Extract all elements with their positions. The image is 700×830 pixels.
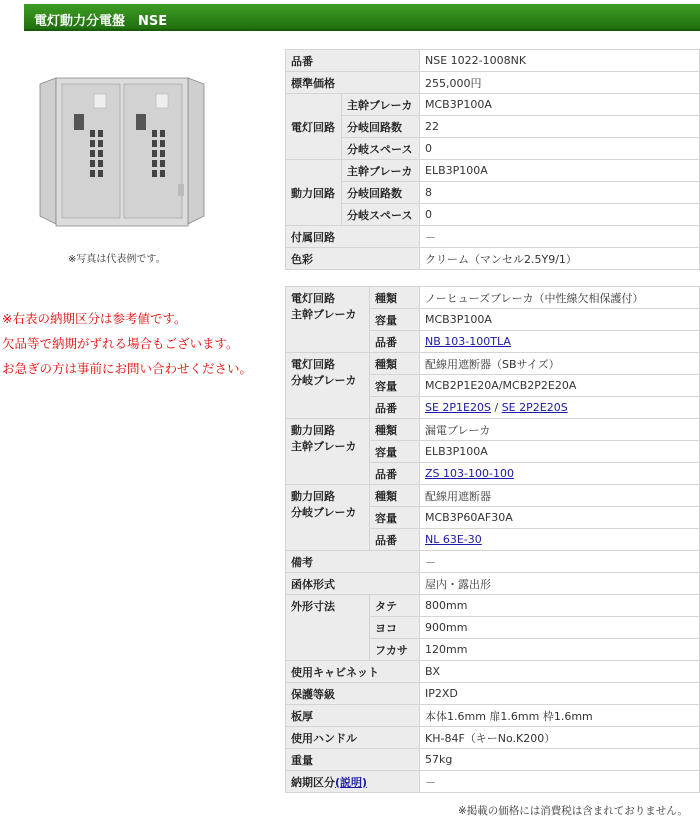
table-row [286, 485, 700, 507]
power-branch: 8 [420, 182, 700, 204]
g2-partno-b-link[interactable]: SE 2P2E20S [501, 401, 568, 414]
tate-label: タテ [370, 595, 420, 617]
product-no-label: 品番 [286, 50, 420, 72]
group-label [286, 419, 370, 485]
delivery-label-cell [286, 771, 420, 793]
group-label-line: 分岐ブレーカ [291, 374, 357, 387]
power-space: 0 [420, 204, 700, 226]
capacity-label: 容量 [370, 309, 420, 331]
table-row [286, 705, 700, 727]
table-row [286, 248, 700, 270]
table-row [286, 749, 700, 771]
product-no: NSE 1022-1008NK [420, 50, 700, 72]
g4-type: 配線用遮断器 [420, 485, 700, 507]
branch-space-label: 分岐スペース [342, 204, 420, 226]
group-label-line: 主幹ブレーカ [291, 308, 357, 321]
g3-capacity: ELB3P100A [420, 441, 700, 463]
group-label-line: 電灯回路 [291, 292, 335, 305]
delivery-label: 納期区分 [291, 775, 335, 789]
partno-label: 品番 [370, 397, 420, 419]
accessory: － [420, 226, 700, 248]
type-label: 種類 [370, 419, 420, 441]
group-label [286, 287, 370, 353]
protection-label: 保護等級 [286, 683, 420, 705]
table-row [286, 226, 700, 248]
accessory-label: 付属回路 [286, 226, 420, 248]
detail-table [285, 286, 700, 793]
table-row [286, 287, 700, 309]
remarks-label: 備考 [286, 551, 420, 573]
handle-label: 使用ハンドル [286, 727, 420, 749]
branch-count-label: 分岐回路数 [342, 182, 420, 204]
fukasa: 120mm [420, 639, 700, 661]
separator: / [491, 401, 502, 414]
table-row [286, 419, 700, 441]
g1-partno-link[interactable]: NB 103-100TLA [425, 335, 511, 348]
group-label [286, 353, 370, 419]
lighting-space: 0 [420, 138, 700, 160]
delivery-explain-link[interactable]: (説明) [335, 775, 368, 789]
g1-capacity: MCB3P100A [420, 309, 700, 331]
capacity-label: 容量 [370, 441, 420, 463]
notice-line: ※右表の納期区分は参考値です。 [2, 311, 187, 326]
header-bar [24, 4, 700, 31]
group-label-line: 動力回路 [291, 490, 335, 503]
form: 屋内・露出形 [420, 573, 700, 595]
weight-label: 重量 [286, 749, 420, 771]
handle: KH-84F（キーNo.K200） [420, 727, 700, 749]
page-title: 電灯動力分電盤 NSE [34, 14, 168, 29]
power-label: 動力回路 [286, 160, 342, 226]
table-row [286, 683, 700, 705]
g4-capacity: MCB3P60AF30A [420, 507, 700, 529]
group-label [286, 485, 370, 551]
capacity-label: 容量 [370, 375, 420, 397]
table-row [286, 595, 700, 617]
branch-space-label: 分岐スペース [342, 138, 420, 160]
yoko: 900mm [420, 617, 700, 639]
partno-label: 品番 [370, 529, 420, 551]
table-row [286, 353, 700, 375]
delivery: － [420, 771, 700, 793]
table-row [286, 138, 700, 160]
group-label-line: 分岐ブレーカ [291, 506, 357, 519]
protection: IP2XD [420, 683, 700, 705]
g3-type: 漏電ブレーカ [420, 419, 700, 441]
table-row [286, 204, 700, 226]
type-label: 種類 [370, 485, 420, 507]
table-row [286, 72, 700, 94]
cabinet: BX [420, 661, 700, 683]
table-row [286, 771, 700, 793]
type-label: 種類 [370, 287, 420, 309]
notice-line: お急ぎの方は事前にお問い合わせください。 [2, 361, 253, 376]
product-photo [38, 74, 206, 242]
table-row [286, 94, 700, 116]
lighting-main: MCB3P100A [420, 94, 700, 116]
table-row [286, 727, 700, 749]
branch-count-label: 分岐回路数 [342, 116, 420, 138]
g2-capacity: MCB2P1E20A/MCB2P2E20A [420, 375, 700, 397]
form-label: 函体形式 [286, 573, 420, 595]
type-label: 種類 [370, 353, 420, 375]
group-label-line: 電灯回路 [291, 358, 335, 371]
g2-partno-a-link[interactable]: SE 2P1E20S [425, 401, 491, 414]
price: 255,000円 [420, 72, 700, 94]
table-row [286, 661, 700, 683]
photo-caption: ※写真は代表例です。 [68, 254, 166, 265]
g1-type: ノーヒューズブレーカ（中性線欠相保護付） [420, 287, 700, 309]
thickness-label: 板厚 [286, 705, 420, 727]
table-row [286, 160, 700, 182]
color-label: 色彩 [286, 248, 420, 270]
remarks: － [420, 551, 700, 573]
partno-label: 品番 [370, 331, 420, 353]
group-label-line: 動力回路 [291, 424, 335, 437]
thickness: 本体1.6mm 扉1.6mm 枠1.6mm [420, 705, 700, 727]
group-label-line: 主幹ブレーカ [291, 440, 357, 453]
notice-line: 欠品等で納期がずれる場合もございます。 [2, 336, 239, 351]
cabinet-label: 使用キャビネット [286, 661, 420, 683]
capacity-label: 容量 [370, 507, 420, 529]
lighting-branch: 22 [420, 116, 700, 138]
g3-partno-link[interactable]: ZS 103-100-100 [425, 467, 514, 480]
fukasa-label: フカサ [370, 639, 420, 661]
table-row [286, 116, 700, 138]
lighting-label: 電灯回路 [286, 94, 342, 160]
g4-partno-link[interactable]: NL 63E-30 [425, 533, 482, 546]
tate: 800mm [420, 595, 700, 617]
weight: 57kg [420, 749, 700, 771]
dim-label: 外形寸法 [286, 595, 370, 661]
main-breaker-label: 主幹ブレーカ [342, 160, 420, 182]
price-label: 標準価格 [286, 72, 420, 94]
table-row [286, 182, 700, 204]
table-row [286, 573, 700, 595]
tax-footnote: ※掲載の価格には消費税は含まれておりません。 [458, 805, 688, 817]
delivery-notice [2, 306, 287, 381]
main-breaker-label: 主幹ブレーカ [342, 94, 420, 116]
color: クリーム（マンセル2.5Y9/1） [420, 248, 700, 270]
g2-type: 配線用遮断器（SBサイズ） [420, 353, 700, 375]
power-main: ELB3P100A [420, 160, 700, 182]
yoko-label: ヨコ [370, 617, 420, 639]
partno-label: 品番 [370, 463, 420, 485]
table-row [286, 50, 700, 72]
table-row [286, 551, 700, 573]
summary-table [285, 49, 700, 270]
